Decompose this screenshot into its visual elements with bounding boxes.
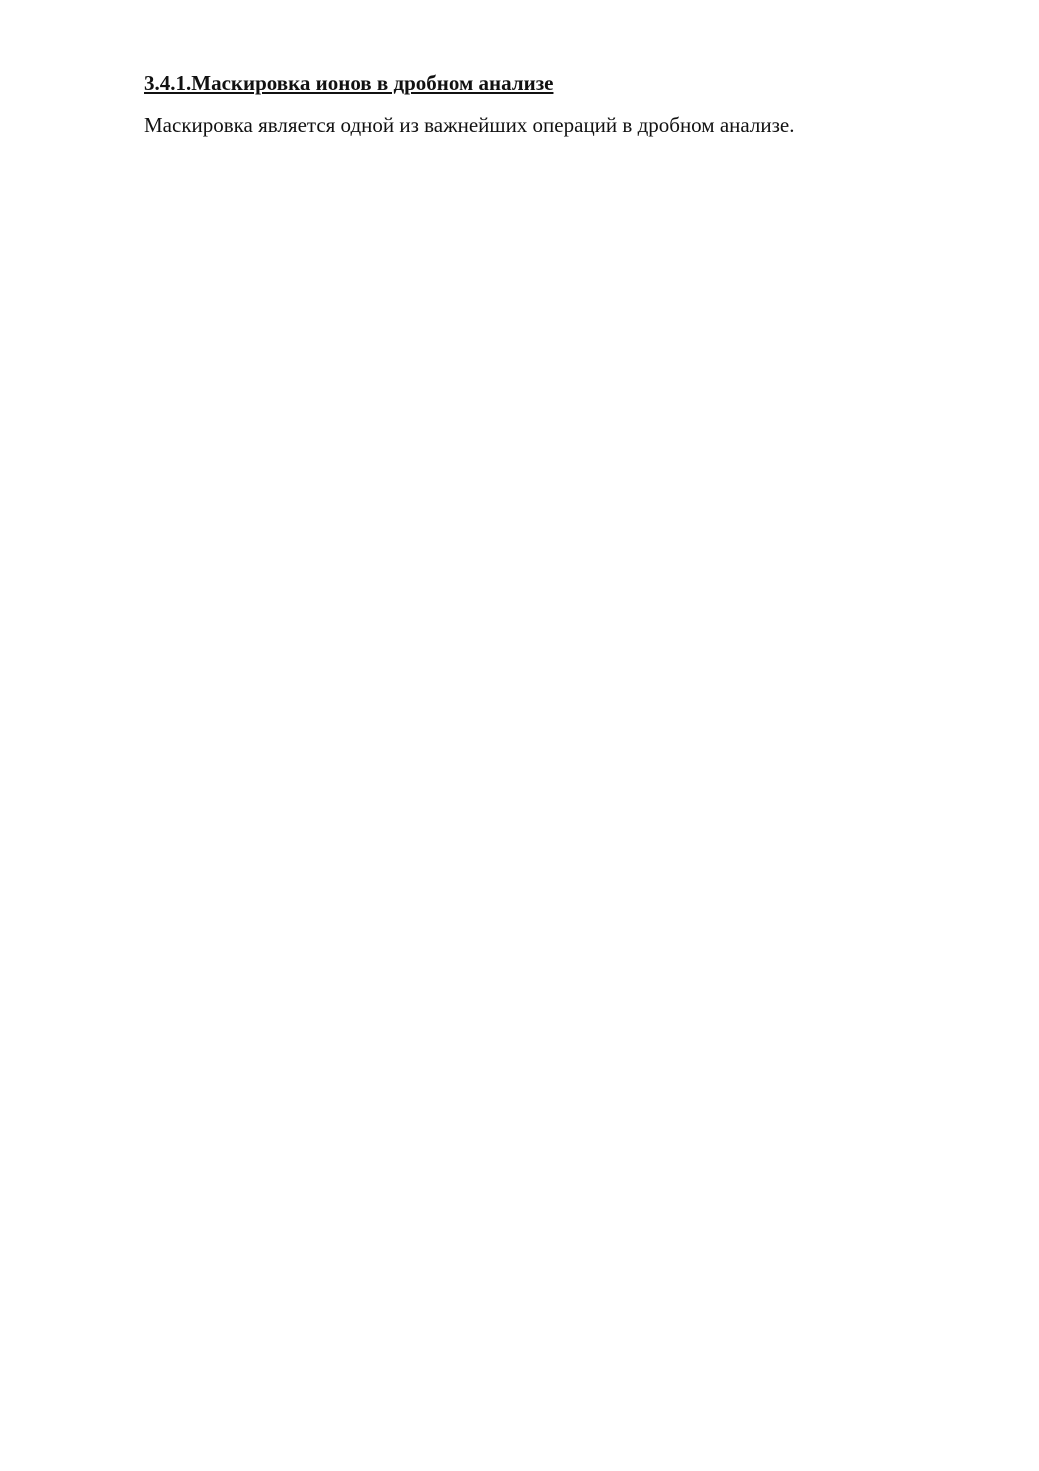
section-heading: 3.4.1.Маскировка ионов в дробном анализе	[144, 71, 554, 95]
paragraph-masking-importance: Маскировка является одной из важнейших операций в дробном анализе.	[144, 113, 795, 137]
